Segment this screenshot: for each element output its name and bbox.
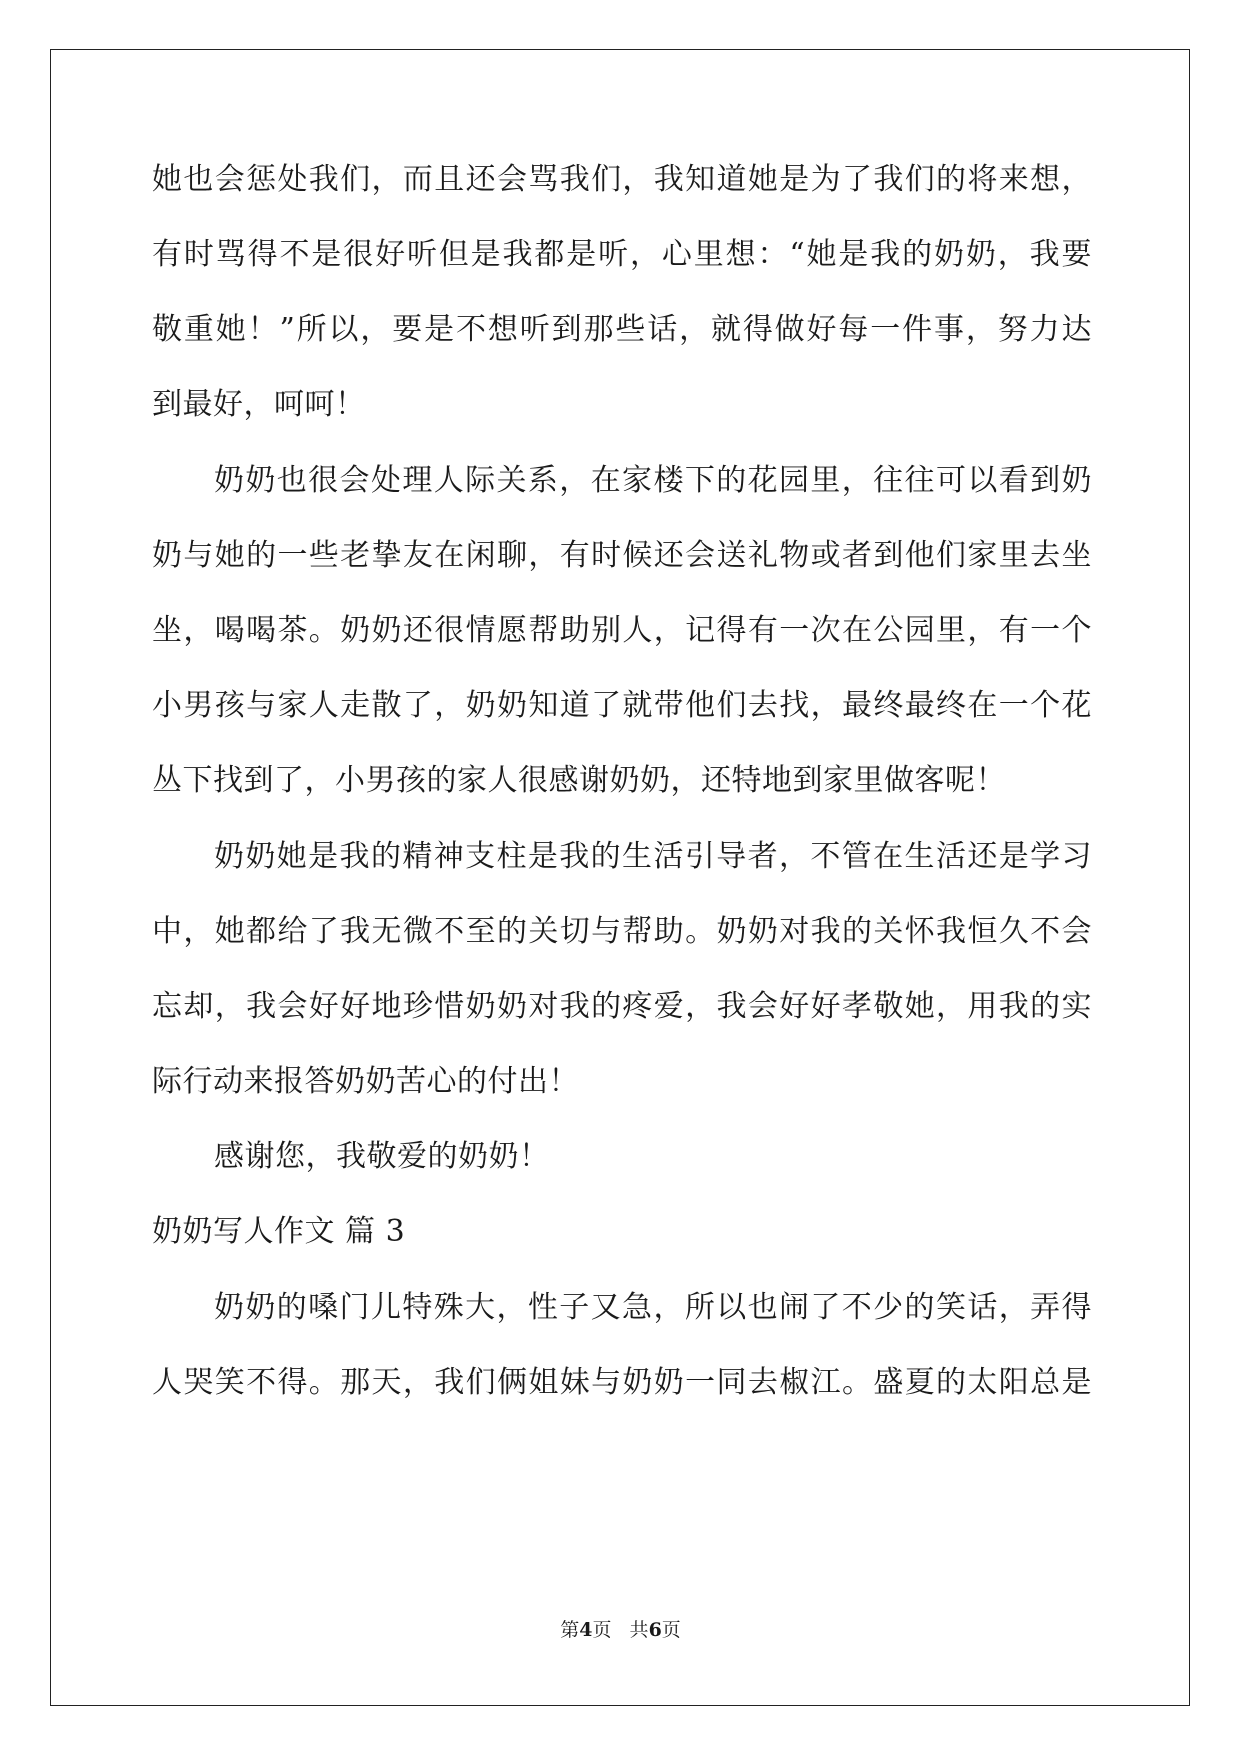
total-pages-number: 6: [648, 1619, 662, 1641]
current-page-number: 4: [579, 1619, 593, 1641]
paragraph-start-line: 奶奶的嗓门儿特殊大，性子又急，所以也闹了不少的笑话，弄得: [214, 1290, 1092, 1325]
text-line: 人哭笑不得。那天，我们俩姐妹与奶奶一同去椒江。盛夏的太阳总是: [152, 1365, 1092, 1400]
paragraph-start-line: 奶奶她是我的精神支柱是我的生活引导者，不管在生活还是学习: [214, 839, 1092, 874]
text-line: 忘却，我会好好地珍惜奶奶对我的疼爱，我会好好孝敬她，用我的实: [152, 989, 1092, 1024]
footer-middle: 页 共: [592, 1619, 649, 1641]
text-line: 到最好，呵呵！: [152, 387, 366, 422]
text-line: 敬重她！”所以，要是不想听到那些话，就得做好每一件事，努力达: [152, 312, 1092, 347]
text-line: 有时骂得不是很好听但是我都是听，心里想：“她是我的奶奶，我要: [152, 237, 1092, 272]
text-line: 坐，喝喝茶。奶奶还很情愿帮助别人，记得有一次在公园里，有一个: [152, 613, 1092, 648]
page-footer: [0, 1618, 1241, 1642]
text-line: 她也会惩处我们，而且还会骂我们，我知道她是为了我们的将来想，: [152, 162, 1092, 197]
footer-suffix: 页: [661, 1619, 681, 1641]
footer-prefix: 第: [560, 1619, 580, 1641]
paragraph-start-line: 奶奶也很会处理人际关系，在家楼下的花园里，往往可以看到奶: [214, 463, 1092, 498]
text-line: 丛下找到了，小男孩的家人很感谢奶奶，还特地到家里做客呢！: [152, 763, 1006, 798]
text-line: 奶与她的一些老挚友在闲聊，有时候还会送礼物或者到他们家里去坐: [152, 538, 1092, 573]
text-line: 中，她都给了我无微不至的关切与帮助。奶奶对我的关怀我恒久不会: [152, 914, 1092, 949]
page-border: [50, 49, 1190, 1706]
text-line: 小男孩与家人走散了，奶奶知道了就带他们去找，最终最终在一个花: [152, 688, 1092, 723]
section-heading: 奶奶写人作文 篇 3: [152, 1214, 406, 1249]
text-line: 际行动来报答奶奶苦心的付出！: [152, 1064, 579, 1099]
paragraph-start-line: 感谢您，我敬爱的奶奶！: [214, 1139, 550, 1174]
